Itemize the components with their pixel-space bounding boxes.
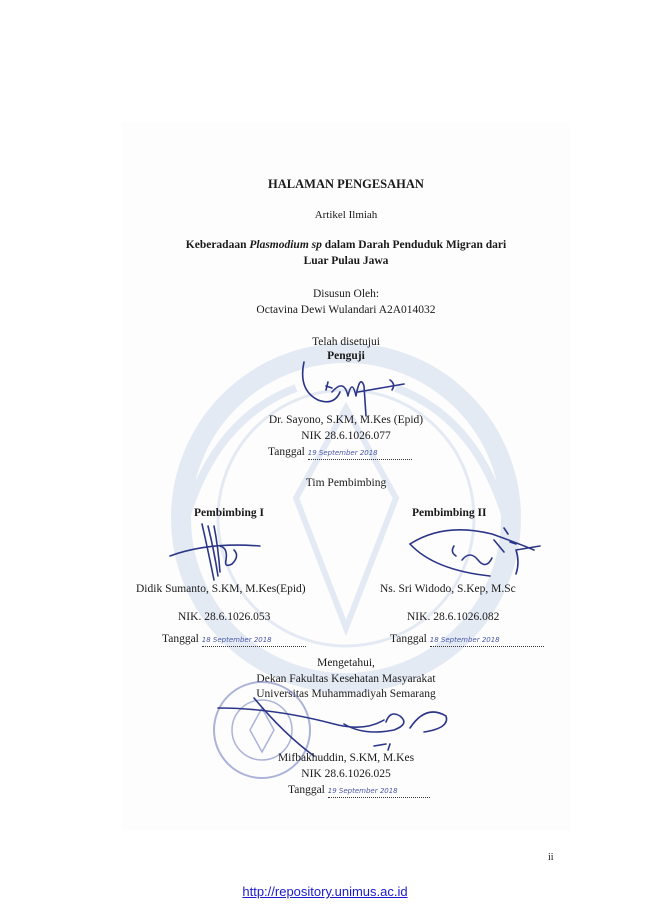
advisor2-date: Tanggal 18 September 2018 [390, 634, 544, 647]
dean-signature [214, 694, 454, 760]
article-title-line1: Keberadaan Plasmodium sp dalam Darah Penduduk Migran dari [185, 239, 507, 251]
dean-date: Tanggal 19 September 2018 [288, 785, 430, 798]
document-type: Artikel Ilmiah [314, 209, 378, 221]
dean-university: Universitas Muhammadiyah Semarang [256, 688, 436, 700]
dean-name: Mifbakhuddin, S.KM, M.Kes [277, 752, 415, 764]
dean-label: Mengetahui, [317, 657, 375, 669]
advisor2-nik: NIK. 28.6.1026.082 [407, 611, 500, 623]
examiner-name: Dr. Sayono, S.KM, M.Kes (Epid) [268, 414, 424, 426]
scanned-page [122, 122, 570, 831]
advisor2-role: Pembimbing II [412, 507, 487, 519]
examiner-nik: NIK 28.6.1026.077 [301, 430, 391, 442]
advisor2-name: Ns. Sri Widodo, S.Kep, M.Sc [380, 583, 516, 595]
author-name: Octavina Dewi Wulandari A2A014032 [256, 304, 436, 316]
advisor1-date: Tanggal 18 September 2018 [162, 634, 306, 647]
dean-nik: NIK 28.6.1026.025 [301, 768, 391, 780]
article-title-line2: Luar Pulau Jawa [303, 255, 389, 267]
page-number: ii [548, 852, 554, 863]
page-title: HALAMAN PENGESAHAN [268, 177, 424, 191]
advisor1-nik: NIK. 28.6.1026.053 [178, 611, 271, 623]
advisor2-signature [404, 520, 544, 584]
approval-label: Telah disetujui [312, 336, 380, 348]
examiner-role: Penguji [327, 350, 365, 362]
advisor1-signature [168, 516, 272, 582]
author-label: Disusun Oleh: [312, 288, 380, 300]
repository-link[interactable]: http://repository.unimus.ac.id [242, 884, 408, 899]
examiner-date: Tanggal 19 September 2018 [268, 447, 412, 460]
advisor1-name: Didik Sumanto, S.KM, M.Kes(Epid) [136, 583, 306, 595]
advisor1-role: Pembimbing I [194, 507, 264, 519]
team-label: Tim Pembimbing [305, 477, 387, 489]
examiner-signature [292, 356, 412, 420]
dean-position: Dekan Fakultas Kesehatan Masyarakat [256, 673, 436, 685]
